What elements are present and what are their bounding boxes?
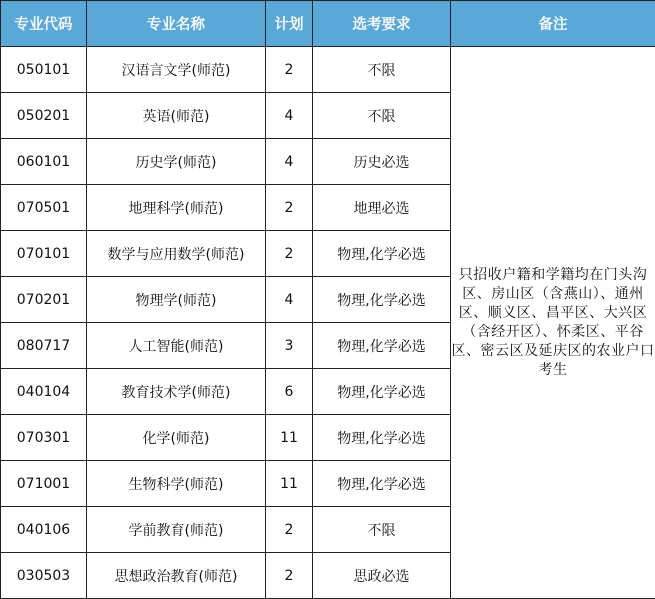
plan-cell: 4 xyxy=(266,93,313,139)
requirement-cell: 物理,化学必选 xyxy=(313,369,451,415)
header-row xyxy=(1,1,655,47)
plan-cell: 2 xyxy=(266,185,313,231)
major-name-cell: 物理学(师范) xyxy=(87,277,266,323)
major-code-cell: 070501 xyxy=(1,185,87,231)
table-header xyxy=(1,1,655,47)
requirement-cell: 不限 xyxy=(313,93,451,139)
plan-cell: 2 xyxy=(266,47,313,93)
plan-cell: 11 xyxy=(266,461,313,507)
major-code-cell: 071001 xyxy=(1,461,87,507)
requirement-cell: 不限 xyxy=(313,47,451,93)
plan-cell: 2 xyxy=(266,553,313,599)
plan-cell: 2 xyxy=(266,231,313,277)
header-requirement: 选考要求 xyxy=(313,1,451,47)
requirement-cell: 不限 xyxy=(313,507,451,553)
header-code: 专业代码 xyxy=(1,1,87,47)
major-name-cell: 数学与应用数学(师范) xyxy=(87,231,266,277)
major-code-cell: 070201 xyxy=(1,277,87,323)
major-code-cell: 040104 xyxy=(1,369,87,415)
major-name-cell: 思想政治教育(师范) xyxy=(87,553,266,599)
major-name-cell: 英语(师范) xyxy=(87,93,266,139)
header-note: 备注 xyxy=(451,1,655,47)
table-row xyxy=(1,47,655,93)
major-code-cell: 060101 xyxy=(1,139,87,185)
major-name-cell: 地理科学(师范) xyxy=(87,185,266,231)
plan-cell: 2 xyxy=(266,507,313,553)
major-code-cell: 050101 xyxy=(1,47,87,93)
requirement-cell: 物理,化学必选 xyxy=(313,323,451,369)
plan-cell: 4 xyxy=(266,277,313,323)
plan-cell: 11 xyxy=(266,415,313,461)
requirement-cell: 思政必选 xyxy=(313,553,451,599)
major-name-cell: 人工智能(师范) xyxy=(87,323,266,369)
major-name-cell: 学前教育(师范) xyxy=(87,507,266,553)
major-name-cell: 生物科学(师范) xyxy=(87,461,266,507)
note-cell: 只招收户籍和学籍均在门头沟区、房山区（含燕山）、通州区、顺义区、昌平区、大兴区（含经开区）、怀柔区、平谷区、密云区及延庆区的农业户口考生 xyxy=(451,47,655,599)
header-plan: 计划 xyxy=(266,1,313,47)
major-name-cell: 教育技术学(师范) xyxy=(87,369,266,415)
plan-cell: 4 xyxy=(266,139,313,185)
requirement-cell: 物理,化学必选 xyxy=(313,461,451,507)
plan-cell: 6 xyxy=(266,369,313,415)
major-code-cell: 070101 xyxy=(1,231,87,277)
major-name-cell: 历史学(师范) xyxy=(87,139,266,185)
major-code-cell: 050201 xyxy=(1,93,87,139)
requirement-cell: 物理,化学必选 xyxy=(313,415,451,461)
major-code-cell: 080717 xyxy=(1,323,87,369)
major-name-cell: 化学(师范) xyxy=(87,415,266,461)
major-code-cell: 040106 xyxy=(1,507,87,553)
major-code-cell: 070301 xyxy=(1,415,87,461)
requirement-cell: 物理,化学必选 xyxy=(313,231,451,277)
major-name-cell: 汉语言文学(师范) xyxy=(87,47,266,93)
header-name: 专业名称 xyxy=(87,1,266,47)
table-body xyxy=(1,47,655,599)
major-code-cell: 030503 xyxy=(1,553,87,599)
requirement-cell: 历史必选 xyxy=(313,139,451,185)
requirement-cell: 地理必选 xyxy=(313,185,451,231)
requirement-cell: 物理,化学必选 xyxy=(313,277,451,323)
plan-cell: 3 xyxy=(266,323,313,369)
